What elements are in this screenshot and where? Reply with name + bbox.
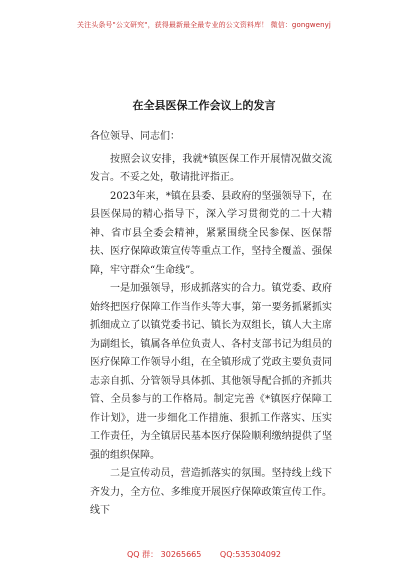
document-body [90,118,332,521]
paragraph: 一是加强领导，形成抓落实的合力。镇党委、政府始终把医疗保障工作当作头等大事，第一要务抓紧抓实抓细成立了以镇党委书记、镇长为双组长，镇人大主席为副组长，镇属各单位负责人、各村支部书记为组员的医疗保障工作领导小组，在全镇形成了党政主要负责同志亲自抓、分管领导具体抓、其他领导配合抓的齐抓共管、全员参与的工作格局。制定完善《*镇医疗保障工作计划》，进一步细化工作措施、狠抓工作落实、压实工作责任，为全镇居民基本医疗保险顺利缴纳提供了坚强的组织保障。 [90,283,332,461]
footer-qq-number: QQ:535304092 [219,550,282,559]
top-banner: 关注头条号"公文研究"，获得最新最全最专业的公文资料库！ 微信：gongwenyj [77,21,331,29]
document-title: 在全县医保工作会议上的发言 [132,99,276,112]
greeting: 各位领导、同志们： [90,131,180,142]
footer-qq-group: QQ 群： 30265665 [126,550,202,559]
paragraph: 按照会议安排，我就*镇医保工作开展情况做交流发言。不妥之处，敬请批评指正。 [90,153,332,183]
footer-contacts [0,549,408,560]
paragraph: 二是宣传动员，营造抓落实的氛围。坚持线上线下齐发力，全方位、多维度开展医疗保障政策宣传工作。线下 [90,468,332,516]
paragraph: 2023年来，*镇在县委、县政府的坚强领导下，在县医保局的精心指导下，深入学习贯彻党的二十大精神、省市县全委会精神，紧紧围绕全民参保、医保帮扶、医疗保障政策宣传等重点工作，坚持全覆盖、强保障，牢守群众“生命线”。 [90,190,332,276]
